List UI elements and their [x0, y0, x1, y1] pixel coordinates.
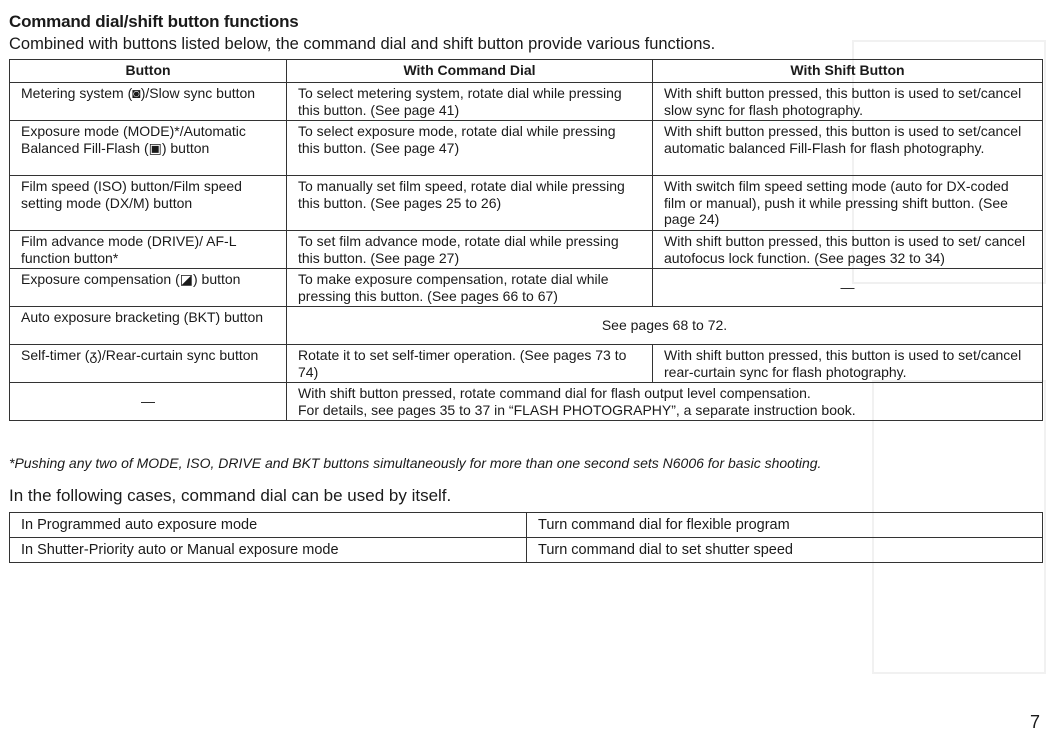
functions-table [9, 59, 1043, 421]
case-action: Turn command dial for flexible program [527, 513, 1043, 538]
table-row [10, 345, 1043, 383]
table-row [10, 269, 1043, 307]
cell-shift-button: With shift button pressed, this button is used to set/cancel rear-curtain sync for flash photography. [653, 345, 1043, 383]
cell-command-dial: To set film advance mode, rotate dial while pressing this button. (See page 27) [287, 231, 653, 269]
header-command-dial: With Command Dial [287, 60, 653, 83]
cell-shift-button: With shift button pressed, this button is used to set/ cancel autofocus lock function. (See pages 32 to 34) [653, 231, 1043, 269]
cell-command-dial: To select metering system, rotate dial while pressing this button. (See page 41) [287, 83, 653, 121]
table-row [10, 383, 1043, 421]
cell-button: Exposure mode (MODE)*/Automatic Balanced Fill-Flash (▣) button [10, 121, 287, 176]
cell-button: Exposure compensation (◪) button [10, 269, 287, 307]
table-header-row [10, 60, 1043, 83]
cell-shift-button: — [653, 269, 1043, 307]
cell-button: Metering system (◙)/Slow sync button [10, 83, 287, 121]
cell-button: Film advance mode (DRIVE)/ AF-L function button* [10, 231, 287, 269]
case-action: Turn command dial to set shutter speed [527, 538, 1043, 563]
table-row [10, 538, 1043, 563]
cell-merged-flash-compensation [287, 383, 1043, 421]
cell-command-dial: Rotate it to set self-timer operation. (See pages 73 to 74) [287, 345, 653, 383]
cell-button: Auto exposure bracketing (BKT) button [10, 307, 287, 345]
case-condition: In Programmed auto exposure mode [10, 513, 527, 538]
cell-shift-button: With switch film speed setting mode (auto for DX-coded film or manual), push it while pressing shift button. (See page 24) [653, 176, 1043, 231]
table-row [10, 307, 1043, 345]
cases-table [9, 512, 1043, 563]
table-row [10, 231, 1043, 269]
flash-compensation-line-2: For details, see pages 35 to 37 in “FLASH PHOTOGRAPHY”, a separate instruction book. [298, 401, 856, 418]
cell-merged-see-pages: See pages 68 to 72. [287, 307, 1043, 345]
cell-shift-button: With shift button pressed, this button is used to set/cancel automatic balanced Fill-Flash for flash photography. [653, 121, 1043, 176]
table-row [10, 513, 1043, 538]
page-number: 7 [1030, 712, 1041, 732]
table-row [10, 121, 1043, 176]
cases-heading: In the following cases, command dial can be used by itself. [9, 486, 452, 505]
table-row [10, 83, 1043, 121]
flash-compensation-line-1: With shift button pressed, rotate command dial for flash output level compensation. [298, 385, 811, 401]
header-shift-button: With Shift Button [653, 60, 1043, 83]
cell-shift-button: With shift button pressed, this button is used to set/cancel slow sync for flash photography. [653, 83, 1043, 121]
cell-command-dial: To manually set film speed, rotate dial while pressing this button. (See pages 25 to 26) [287, 176, 653, 231]
page-subtitle: Combined with buttons listed below, the command dial and shift button provide various functions. [9, 35, 716, 53]
cell-button: Film speed (ISO) button/Film speed setting mode (DX/M) button [10, 176, 287, 231]
cell-command-dial: To select exposure mode, rotate dial while pressing this button. (See page 47) [287, 121, 653, 176]
cell-button: — [10, 383, 287, 421]
case-condition: In Shutter-Priority auto or Manual exposure mode [10, 538, 527, 563]
table-row [10, 176, 1043, 231]
page-title: Command dial/shift button functions [9, 12, 299, 31]
cell-button: Self-timer (ᵹ)/Rear-curtain sync button [10, 345, 287, 383]
header-button: Button [10, 60, 287, 83]
cell-command-dial: To make exposure compensation, rotate dial while pressing this button. (See pages 66 to 67) [287, 269, 653, 307]
footnote: *Pushing any two of MODE, ISO, DRIVE and BKT buttons simultaneously for more than one second sets N6006 for basic shooting. [9, 455, 822, 471]
